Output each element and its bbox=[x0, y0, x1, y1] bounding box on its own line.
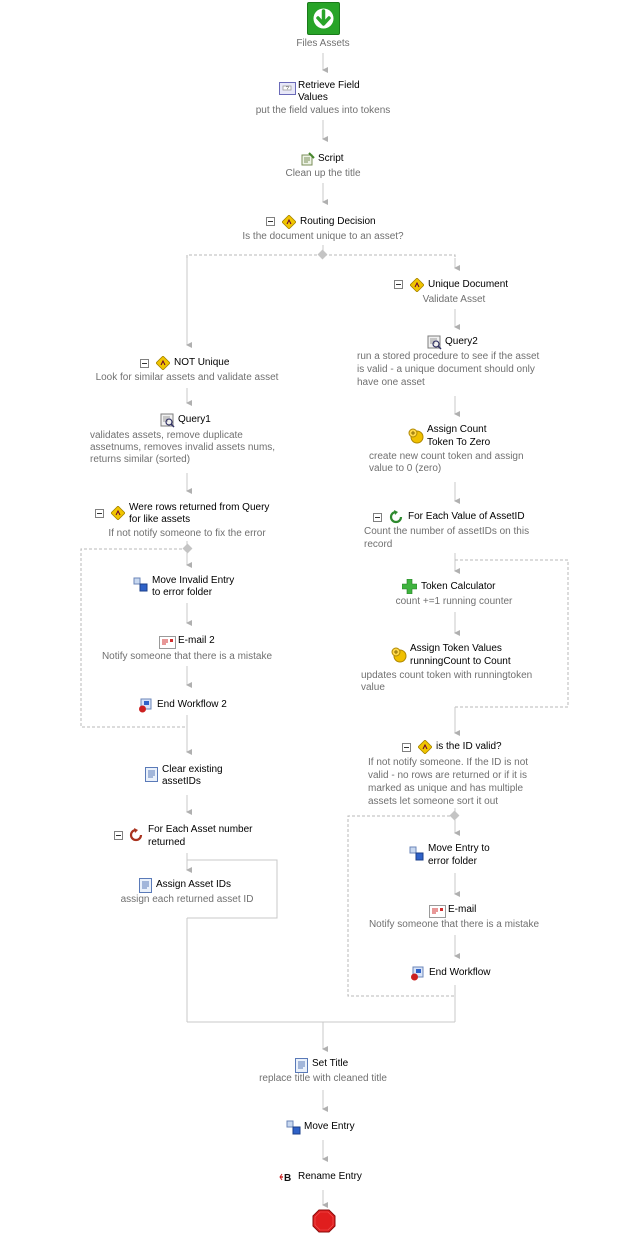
query1-desc-1: validates assets, remove duplicate bbox=[90, 430, 243, 441]
for-each-asset-collapse-toggle[interactable] bbox=[114, 831, 123, 840]
routing-junction bbox=[318, 250, 328, 260]
retrieve-field-values-desc: put the field values into tokens bbox=[255, 105, 391, 116]
assign-asset-ids-desc: assign each returned asset ID bbox=[120, 894, 254, 905]
move-invalid-entry-title-1: Move Invalid Entry bbox=[152, 575, 235, 586]
decision-diamond-icon bbox=[156, 356, 170, 370]
move-entry-icon bbox=[409, 846, 423, 860]
assign-count-title-1: Assign Count bbox=[427, 424, 487, 435]
clear-existing-title-2: assetIDs bbox=[162, 776, 201, 787]
loop-icon bbox=[129, 828, 143, 842]
retrieve-field-values-title-2: Values bbox=[298, 92, 328, 103]
token-calculator-title: Token Calculator bbox=[421, 581, 496, 592]
assign-document-icon bbox=[145, 767, 158, 782]
assign-count-desc-1: create new count token and assign bbox=[369, 451, 524, 462]
plus-icon bbox=[402, 579, 416, 593]
move-invalid-entry-title-2: to error folder bbox=[152, 587, 213, 598]
retrieve-field-values-title-1: Retrieve Field bbox=[298, 80, 360, 91]
not-unique-title: NOT Unique bbox=[174, 357, 230, 368]
routing-decision-title: Routing Decision bbox=[300, 216, 376, 227]
assign-document-icon bbox=[139, 878, 152, 893]
were-rows-collapse-toggle[interactable] bbox=[95, 509, 104, 518]
end-workflow2-title: End Workflow 2 bbox=[157, 699, 227, 710]
script-icon bbox=[300, 152, 314, 166]
assign-token-values-desc-2: value bbox=[361, 682, 385, 693]
id-valid-desc-3: marked as unique and has multiple bbox=[368, 783, 524, 794]
query-icon bbox=[427, 335, 441, 349]
loop-icon bbox=[389, 510, 403, 524]
unique-document-title: Unique Document bbox=[428, 279, 509, 290]
script-desc: Clean up the title bbox=[285, 168, 361, 179]
set-title-desc: replace title with cleaned title bbox=[259, 1073, 387, 1084]
assign-count-desc-2: value to 0 (zero) bbox=[369, 463, 442, 474]
query1-title: Query1 bbox=[178, 414, 211, 425]
query2-title: Query2 bbox=[445, 336, 478, 347]
were-rows-desc: If not notify someone to fix the error bbox=[108, 528, 266, 539]
email-title: E-mail bbox=[448, 904, 477, 915]
query1-desc-2: assetnums, removes invalid assets nums, bbox=[90, 442, 276, 453]
query-icon bbox=[160, 413, 174, 427]
query2-desc-3: have one asset bbox=[357, 377, 425, 388]
assign-token-values-desc-1: updates count token with runningtoken bbox=[361, 670, 533, 681]
id-valid-junction bbox=[450, 811, 460, 821]
email-desc: Notify someone that there is a mistake bbox=[368, 919, 540, 930]
for-each-value-desc-1: Count the number of assetIDs on this bbox=[364, 526, 530, 537]
end-workflow-icon bbox=[138, 698, 152, 712]
routing-decision-collapse-toggle[interactable] bbox=[266, 217, 275, 226]
email-icon bbox=[429, 905, 446, 918]
svg-text:?: ? bbox=[286, 86, 289, 92]
not-unique-desc: Look for similar assets and validate asset bbox=[95, 372, 279, 383]
for-each-asset-title-2: returned bbox=[148, 837, 186, 848]
decision-diamond-icon bbox=[418, 740, 432, 754]
email2-desc: Notify someone that there is a mistake bbox=[101, 651, 273, 662]
decision-diamond-icon bbox=[410, 278, 424, 292]
were-rows-junction bbox=[183, 544, 193, 554]
assign-token-values-title-2: runningCount to Count bbox=[410, 656, 511, 667]
assign-token-values-title-1: Assign Token Values bbox=[410, 643, 502, 654]
decision-diamond-icon bbox=[111, 506, 125, 520]
end-workflow-title: End Workflow bbox=[429, 967, 491, 978]
assign-token-icon bbox=[408, 428, 424, 444]
stop-octagon-icon bbox=[312, 1209, 336, 1233]
assign-document-icon bbox=[295, 1058, 308, 1073]
rename-entry-title: Rename Entry bbox=[298, 1171, 362, 1182]
for-each-value-collapse-toggle[interactable] bbox=[373, 513, 382, 522]
id-valid-desc-4: assets let someone sort it out bbox=[368, 796, 499, 807]
move-entry-title: Move Entry bbox=[304, 1121, 355, 1132]
move-entry-error-title-2: error folder bbox=[428, 856, 477, 867]
start-title: Files Assets bbox=[296, 38, 350, 49]
set-title-title: Set Title bbox=[312, 1058, 349, 1069]
routing-decision-desc: Is the document unique to an asset? bbox=[242, 231, 404, 242]
rename-icon bbox=[279, 1171, 297, 1183]
not-unique-collapse-toggle[interactable] bbox=[140, 359, 149, 368]
for-each-value-title: For Each Value of AssetID bbox=[408, 511, 525, 522]
query2-desc-1: run a stored procedure to see if the asset bbox=[357, 351, 540, 362]
decision-diamond-icon bbox=[282, 215, 296, 229]
for-each-asset-title-1: For Each Asset number bbox=[148, 824, 253, 835]
email-icon bbox=[159, 636, 176, 649]
assign-asset-ids-title: Assign Asset IDs bbox=[156, 879, 232, 890]
script-title: Script bbox=[318, 153, 344, 164]
start-arrow-icon bbox=[307, 2, 340, 35]
email2-title: E-mail 2 bbox=[178, 635, 215, 646]
move-entry-icon bbox=[286, 1120, 300, 1134]
token-calculator-desc: count +=1 running counter bbox=[395, 596, 513, 607]
id-valid-desc-1: If not notify someone. If the ID is not bbox=[368, 757, 529, 768]
unique-document-collapse-toggle[interactable] bbox=[394, 280, 403, 289]
id-valid-title: is the ID valid? bbox=[436, 741, 502, 752]
query2-desc-2: is valid - a unique document should only bbox=[357, 364, 535, 375]
clear-existing-title-1: Clear existing bbox=[162, 764, 223, 775]
id-valid-collapse-toggle[interactable] bbox=[402, 743, 411, 752]
svg-text:B: B bbox=[284, 1173, 292, 1183]
assign-count-title-2: Token To Zero bbox=[427, 437, 491, 448]
form-fields-icon bbox=[279, 82, 296, 95]
move-entry-icon bbox=[133, 577, 147, 591]
id-valid-desc-2: valid - no rows are returned or if it is bbox=[368, 770, 527, 781]
query1-desc-3: returns similar (sorted) bbox=[90, 454, 191, 465]
were-rows-title-1: Were rows returned from Query bbox=[129, 502, 270, 513]
for-each-value-desc-2: record bbox=[364, 539, 393, 550]
were-rows-title-2: for like assets bbox=[129, 514, 191, 525]
assign-token-icon bbox=[391, 647, 407, 663]
move-entry-error-title-1: Move Entry to bbox=[428, 843, 490, 854]
end-workflow-icon bbox=[410, 966, 424, 980]
unique-document-desc: Validate Asset bbox=[422, 294, 486, 305]
